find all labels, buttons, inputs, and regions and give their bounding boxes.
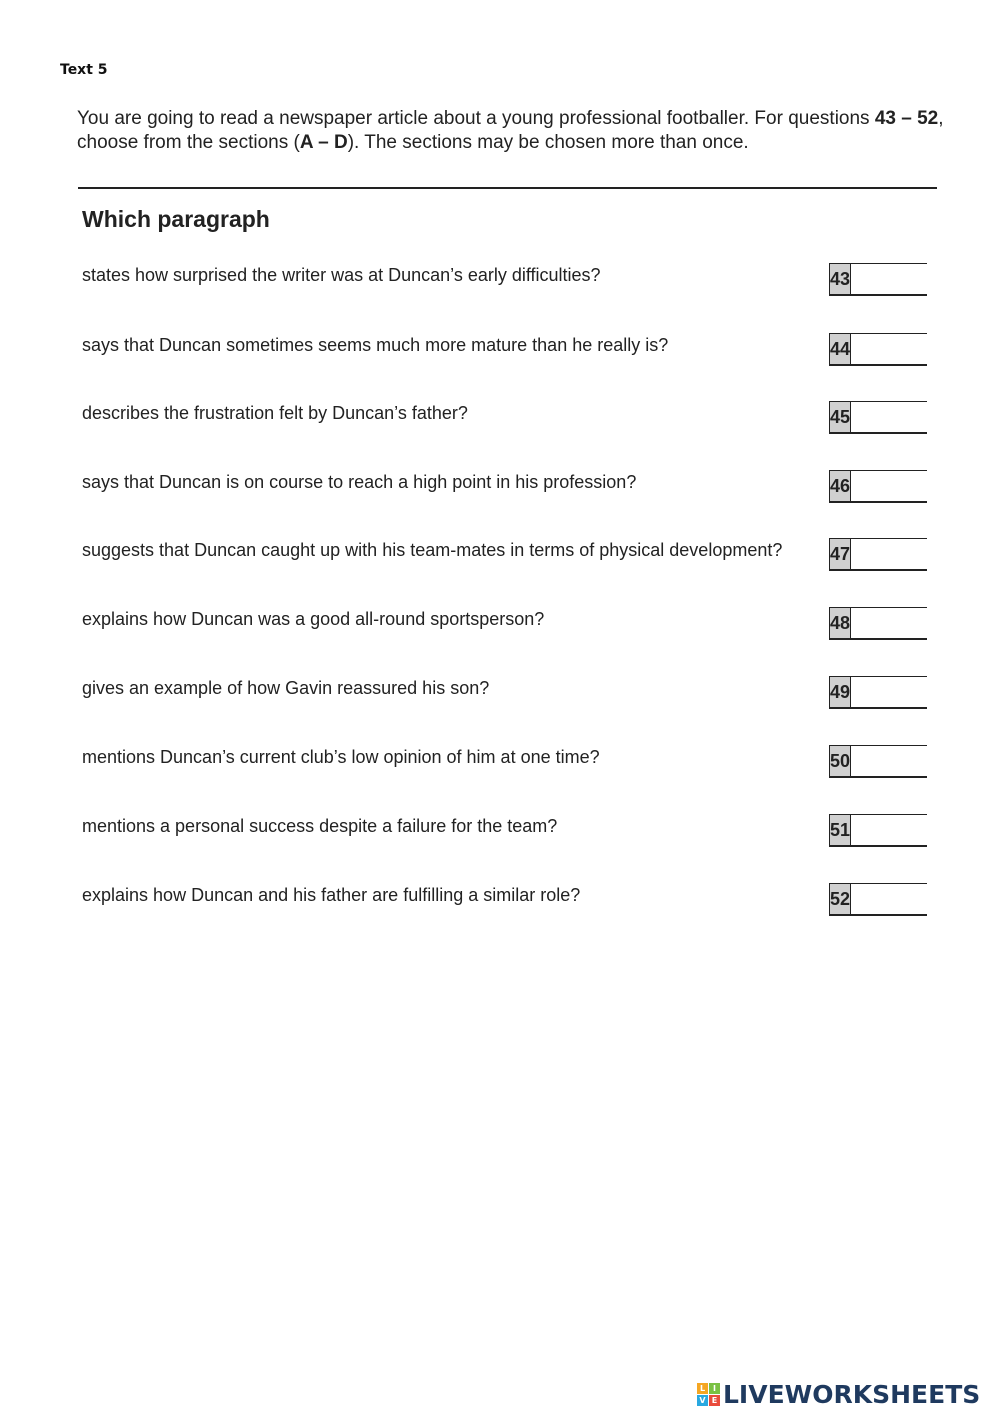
answer-box bbox=[829, 401, 927, 434]
question-number: 46 bbox=[830, 471, 851, 501]
question-number: 51 bbox=[830, 815, 851, 845]
answer-box bbox=[829, 676, 927, 709]
logo-block: E bbox=[709, 1395, 720, 1406]
instructions-part3: ). The sections may be chosen more than once. bbox=[347, 132, 749, 153]
answer-input[interactable] bbox=[851, 884, 1000, 914]
question-number: 49 bbox=[830, 677, 851, 707]
answer-box bbox=[829, 263, 927, 296]
question-number: 50 bbox=[830, 746, 851, 776]
question-text: mentions a personal success despite a failure for the team? bbox=[82, 816, 558, 836]
answer-box bbox=[829, 607, 927, 640]
divider-line bbox=[78, 187, 937, 189]
question-text: says that Duncan sometimes seems much more mature than he really is? bbox=[82, 335, 669, 355]
answer-input[interactable] bbox=[851, 608, 1000, 638]
question-text: explains how Duncan was a good all-round sportsperson? bbox=[82, 609, 545, 629]
question-number: 47 bbox=[830, 539, 851, 569]
logo-text: LIVEWORKSHEETS bbox=[723, 1379, 981, 1409]
question-row bbox=[0, 333, 1000, 369]
question-number: 48 bbox=[830, 608, 851, 638]
question-row bbox=[0, 745, 1000, 781]
answer-input[interactable] bbox=[851, 334, 1000, 364]
logo-blocks-icon bbox=[697, 1383, 720, 1406]
question-number: 52 bbox=[830, 884, 851, 914]
question-text: explains how Duncan and his father are fulfilling a similar role? bbox=[82, 885, 581, 905]
instructions-part2: , choose from the sections ( bbox=[77, 108, 944, 153]
question-row bbox=[0, 814, 1000, 850]
question-row bbox=[0, 676, 1000, 712]
question-row bbox=[0, 607, 1000, 643]
answer-input[interactable] bbox=[851, 471, 1000, 501]
question-text: suggests that Duncan caught up with his team-mates in terms of physical development? bbox=[82, 540, 783, 560]
answer-input[interactable] bbox=[851, 746, 1000, 776]
logo-block: I bbox=[709, 1383, 720, 1394]
section-heading: Which paragraph bbox=[82, 206, 270, 232]
answer-box bbox=[829, 883, 927, 916]
section-range: A – D bbox=[299, 132, 348, 153]
question-row bbox=[0, 883, 1000, 919]
answer-input[interactable] bbox=[851, 264, 1000, 294]
question-text: describes the frustration felt by Duncan’s father? bbox=[82, 403, 468, 423]
question-text: mentions Duncan’s current club’s low opinion of him at one time? bbox=[82, 747, 600, 767]
logo-block: L bbox=[697, 1383, 708, 1394]
liveworksheets-logo bbox=[697, 1379, 980, 1409]
answer-input[interactable] bbox=[851, 539, 1000, 569]
logo-block: V bbox=[697, 1395, 708, 1406]
question-number: 45 bbox=[830, 402, 851, 432]
answer-box bbox=[829, 470, 927, 503]
answer-input[interactable] bbox=[851, 815, 1000, 845]
answer-input[interactable] bbox=[851, 677, 1000, 707]
answer-box bbox=[829, 814, 927, 847]
answer-box bbox=[829, 333, 927, 366]
text-label: Text 5 bbox=[60, 62, 108, 78]
question-text: states how surprised the writer was at Duncan’s early difficulties? bbox=[82, 265, 601, 285]
question-number: 43 bbox=[830, 264, 851, 294]
answer-box bbox=[829, 538, 927, 571]
question-number: 44 bbox=[830, 334, 851, 364]
question-row bbox=[0, 470, 1000, 506]
instructions bbox=[77, 107, 947, 155]
question-row bbox=[0, 538, 1000, 574]
question-row bbox=[0, 401, 1000, 437]
question-text: gives an example of how Gavin reassured his son? bbox=[82, 678, 490, 698]
question-row bbox=[0, 263, 1000, 299]
answer-box bbox=[829, 745, 927, 778]
question-range: 43 – 52 bbox=[874, 108, 939, 129]
question-text: says that Duncan is on course to reach a high point in his profession? bbox=[82, 472, 637, 492]
instructions-part1: You are going to read a newspaper article about a young professional footballer. For questions bbox=[77, 108, 875, 129]
answer-input[interactable] bbox=[851, 402, 1000, 432]
